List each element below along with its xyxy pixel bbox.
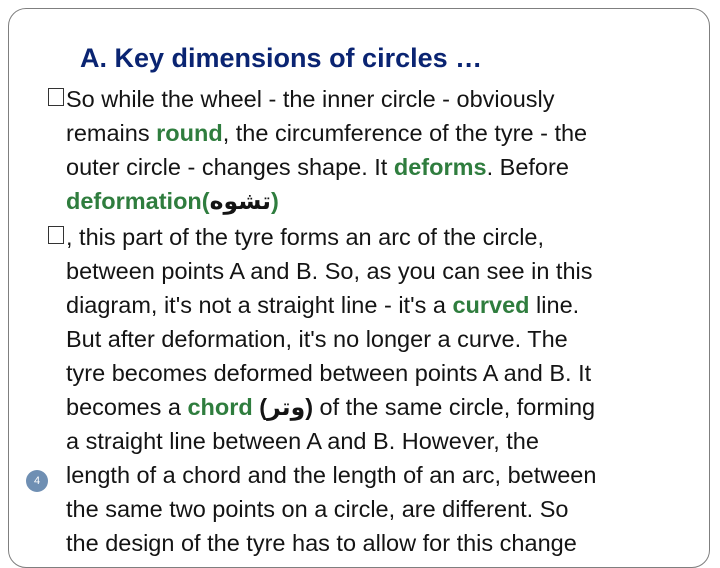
paragraph-2-line-5: tyre becomes deformed between points A and B. It bbox=[66, 360, 592, 386]
paragraph-2-line-1: , this part of the tyre forms an arc of the circle, bbox=[48, 220, 544, 254]
keyword-curved: curved bbox=[452, 292, 530, 318]
paragraph-1-line-1: So while the wheel - the inner circle - obviously bbox=[48, 82, 555, 116]
paragraph-2-line-9: the same two points on a circle, are different. So bbox=[66, 496, 569, 522]
slide-title: A. Key dimensions of circles … bbox=[80, 43, 483, 73]
keyword-deforms: deforms bbox=[393, 154, 487, 180]
slide-number-badge: 4 bbox=[26, 470, 48, 492]
paragraph-2-line-4: But after deformation, it's no longer a curve. The bbox=[66, 326, 568, 352]
keyword-chord: chord bbox=[187, 394, 253, 420]
paragraph-1-line-4: deformation(تشوه) bbox=[66, 187, 279, 215]
paragraph-2-line-10: the design of the tyre has to allow for this change bbox=[66, 530, 577, 556]
paragraph-1-line-3: outer circle - changes shape. It deforms. Before bbox=[66, 154, 569, 180]
paragraph-2-line-6: becomes a chord (وتر) of the same circle, forming bbox=[66, 393, 596, 421]
arabic-term-watar: وتر bbox=[267, 393, 306, 421]
keyword-round: round bbox=[156, 120, 223, 146]
paragraph-2-line-2: between points A and B. So, as you can see in this bbox=[66, 258, 593, 284]
missing-glyph-bullet-icon bbox=[48, 226, 64, 244]
missing-glyph-bullet-icon bbox=[48, 88, 64, 106]
paragraph-2-line-7: a straight line between A and B. However, the bbox=[66, 428, 539, 454]
paragraph-1-line-2: remains round, the circumference of the tyre - the bbox=[66, 120, 588, 146]
paragraph-2-line-3: diagram, it's not a straight line - it's a curved line. bbox=[66, 292, 580, 318]
paragraph-2-line-8: length of a chord and the length of an arc, between bbox=[66, 462, 597, 488]
keyword-deformation: deformation( bbox=[66, 188, 210, 214]
arabic-term-tashwih: تشوه bbox=[209, 187, 271, 215]
